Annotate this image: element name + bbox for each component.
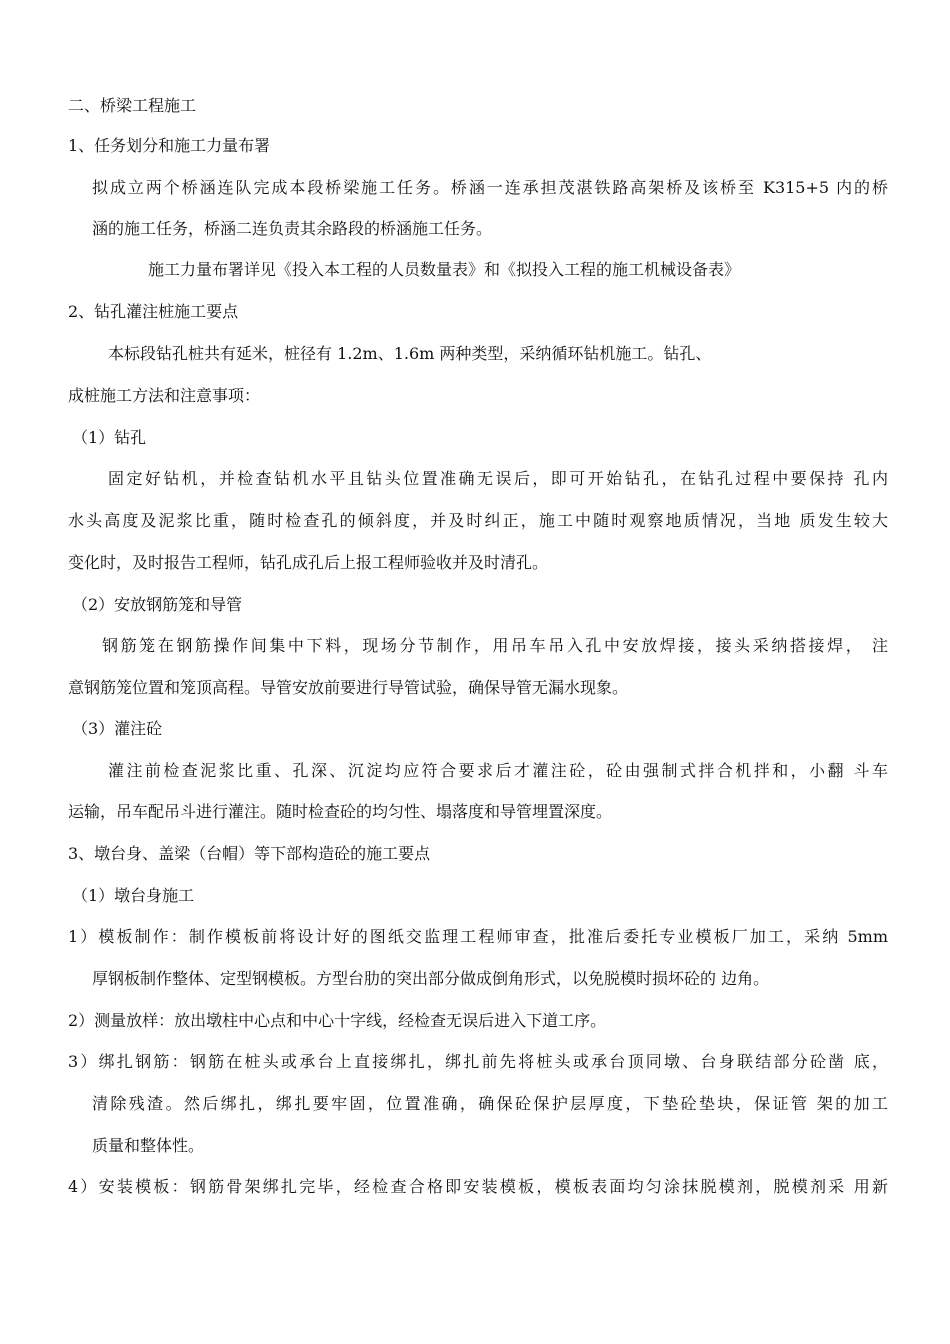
paragraph-line: 涵的施工任务，桥涵二连负责其余路段的桥涵施工任务。 — [92, 219, 493, 238]
paragraph-line: 施工力量布署详见《投入本工程的人员数量表》和《拟投入工程的施工机械设备表》 — [148, 260, 741, 279]
subsection-heading-task-division: 1、任务划分和施工力量布署 — [68, 136, 271, 155]
subsection-heading-substructure: 3、墩台身、盖梁（台帽）等下部构造砼的施工要点 — [68, 844, 431, 863]
paragraph-line: 固定好钻机，并检查钻机水平且钻头位置准确无误后，即可开始钻孔，在钻孔过程中要保持 孔内 — [108, 469, 888, 488]
subsection-heading-bored-pile: 2、钻孔灌注桩施工要点 — [68, 302, 239, 321]
paragraph-line: 4）安装模板：钢筋骨架绑扎完毕，经检查合格即安装模板，模板表面均匀涂抹脱模剂，脱模剂采 用新 — [68, 1177, 888, 1196]
paragraph-line: 清除残渣。然后绑扎，绑扎要牢固，位置准确，确保砼保护层厚度，下垫砼垫块，保证管 架的加工 — [92, 1094, 888, 1113]
paragraph-line: 1）模板制作：制作模板前将设计好的图纸交监理工程师审查，批准后委托专业模板厂加工，采纳 5mm — [68, 927, 888, 946]
paragraph-line: 水头高度及泥浆比重，随时检查孔的倾斜度，并及时纠正，施工中随时观察地质情况，当地 质发生较大 — [68, 511, 888, 530]
paragraph-line: 意钢筋笼位置和笼顶高程。导管安放前要进行导管试验，确保导管无漏水现象。 — [68, 678, 629, 697]
paragraph-line: 本标段钻孔桩共有延米，桩径有 1.2m、1.6m 两种类型，采纳循环钻机施工。钻孔、 — [108, 344, 712, 363]
paragraph-line: 灌注前检查泥浆比重、孔深、沉淀均应符合要求后才灌注砼，砼由强制式拌合机拌和，小翻 斗车 — [108, 761, 888, 780]
section-heading-bridge: 二、桥梁工程施工 — [68, 96, 197, 115]
paragraph-line: 质量和整体性。 — [92, 1136, 205, 1155]
paragraph-line: 运输，吊车配吊斗进行灌注。随时检查砼的均匀性、塌落度和导管埋置深度。 — [68, 802, 613, 821]
paragraph-line: 厚钢板制作整体、定型钢模板。方型台肋的突出部分做成倒角形式，以免脱模时损坏砼的 边角。 — [92, 969, 770, 988]
paragraph-line: 2）测量放样：放出墩柱中心点和中心十字线，经检查无误后进入下道工序。 — [68, 1011, 607, 1030]
item-heading-rebar-cage: （2）安放钢筋笼和导管 — [72, 595, 243, 614]
paragraph-line: 3）绑扎钢筋：钢筋在桩头或承台上直接绑扎，绑扎前先将桩头或承台顶同墩、台身联结部分砼凿 底， — [68, 1052, 888, 1071]
paragraph-line: 钢筋笼在钢筋操作间集中下料，现场分节制作，用吊车吊入孔中安放焊接，接头采纳搭接焊， 注 — [102, 636, 888, 655]
paragraph-line: 成桩施工方法和注意事项： — [68, 386, 261, 405]
item-heading-concrete-pouring: （3）灌注砼 — [72, 719, 163, 738]
paragraph-line: 拟成立两个桥涵连队完成本段桥梁施工任务。桥涵一连承担茂湛铁路高架桥及该桥至 K315+5 内的桥 — [92, 178, 888, 197]
paragraph-line: 变化时，及时报告工程师，钻孔成孔后上报工程师验收并及时清孔。 — [68, 553, 549, 572]
item-heading-pier-body: （1）墩台身施工 — [72, 886, 195, 905]
item-heading-drilling: （1）钻孔 — [72, 428, 147, 447]
